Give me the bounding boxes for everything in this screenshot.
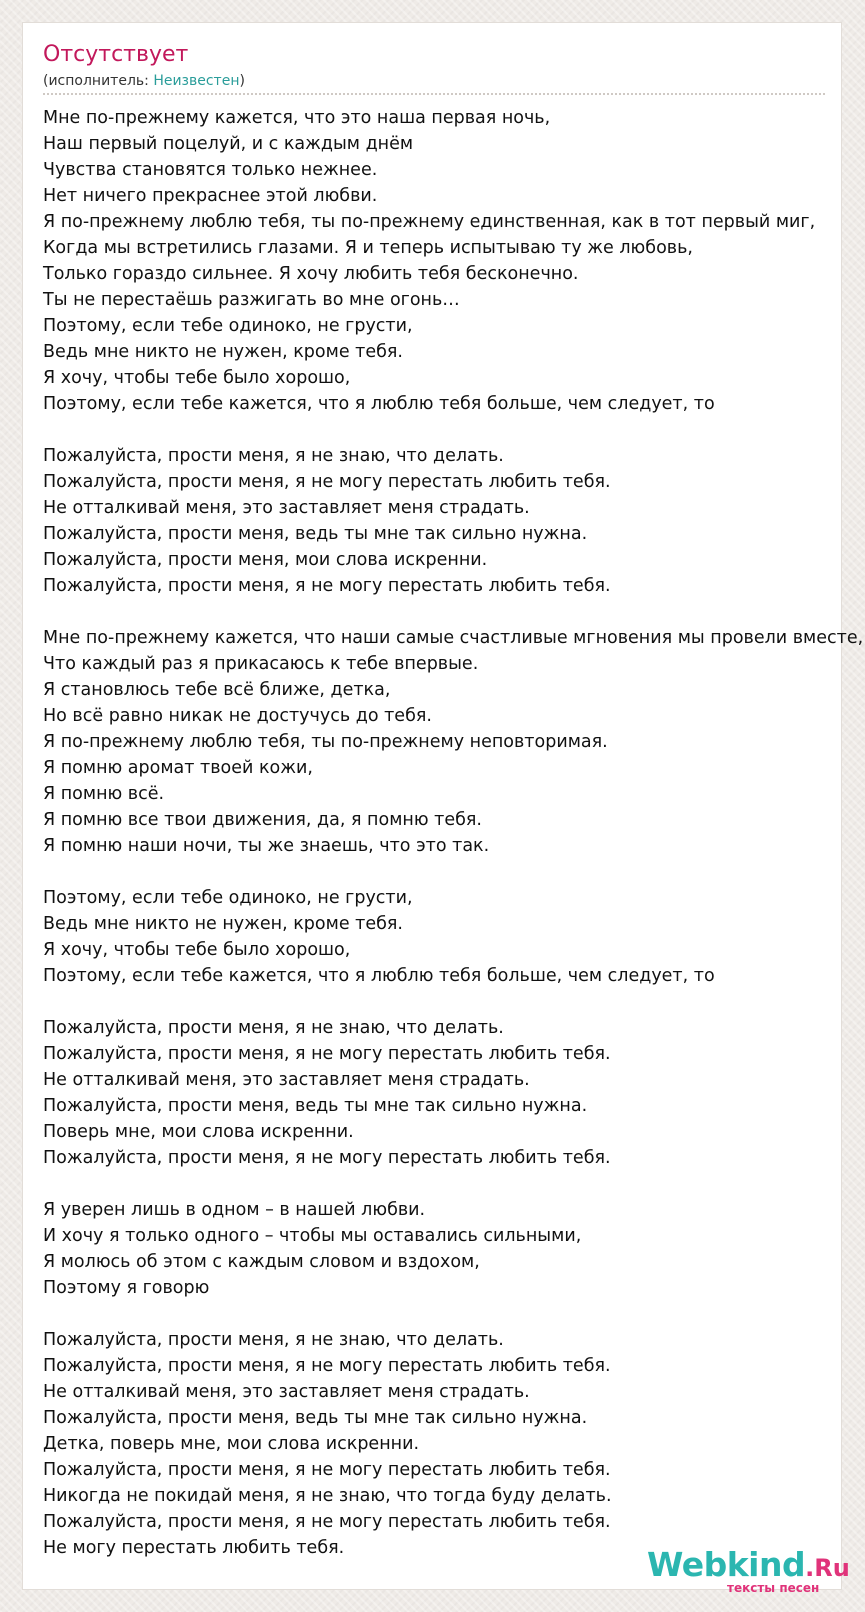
lyrics-line: Пожалуйста, прости меня, я не могу перестать любить тебя. [43, 1356, 611, 1376]
lyrics-line: Поэтому, если тебе одиноко, не грусти, [43, 888, 413, 908]
logo-subtitle: тексты песен [727, 1581, 820, 1595]
lyrics-line: Поверь мне, мои слова искренни. [43, 1122, 354, 1142]
lyrics-line: Что каждый раз я прикасаюсь к тебе впервые. [43, 654, 479, 674]
lyrics-line: Я помню все твои движения, да, я помню тебя. [43, 810, 482, 830]
lyrics-line: Не отталкивай меня, это заставляет меня страдать. [43, 1070, 530, 1090]
lyrics-stanza [43, 443, 865, 599]
lyrics-stanza [43, 1197, 865, 1301]
lyrics-text [43, 105, 865, 1561]
site-logo[interactable] [647, 1545, 850, 1596]
lyrics-line: Поэтому, если тебе кажется, что я люблю тебя больше, чем следует, то [43, 394, 715, 414]
lyrics-line: Но всё равно никак не достучусь до тебя. [43, 706, 432, 726]
lyrics-line: Пожалуйста, прости меня, я не знаю, что делать. [43, 1018, 504, 1038]
lyrics-line: Пожалуйста, прости меня, я не могу перестать любить тебя. [43, 1148, 611, 1168]
lyrics-line: Поэтому, если тебе одиноко, не грусти, [43, 316, 413, 336]
lyrics-line: Пожалуйста, прости меня, я не могу перестать любить тебя. [43, 1044, 611, 1064]
lyrics-stanza [43, 625, 865, 859]
lyrics-line: Когда мы встретились глазами. Я и теперь испытываю ту же любовь, [43, 238, 693, 258]
lyrics-line: Я по-прежнему люблю тебя, ты по-прежнему единственная, как в тот первый миг, [43, 212, 816, 232]
lyrics-line: Я помню наши ночи, ты же знаешь, что это так. [43, 836, 490, 856]
lyrics-line: Я становлюсь тебе всё ближе, детка, [43, 680, 391, 700]
lyrics-line: Чувства становятся только нежнее. [43, 160, 378, 180]
lyrics-line: Я помню всё. [43, 784, 165, 804]
lyrics-line: Поэтому, если тебе кажется, что я люблю тебя больше, чем следует, то [43, 966, 715, 986]
lyrics-line: Я уверен лишь в одном – в нашей любви. [43, 1200, 426, 1220]
lyrics-line: Пожалуйста, прости меня, я не могу перестать любить тебя. [43, 576, 611, 596]
logo-main-text: Webkind [647, 1545, 806, 1584]
lyrics-line: Ведь мне никто не нужен, кроме тебя. [43, 914, 403, 934]
lyrics-line: Не отталкивай меня, это заставляет меня страдать. [43, 498, 530, 518]
lyrics-line: Поэтому я говорю [43, 1278, 210, 1298]
lyrics-line: Пожалуйста, прости меня, я не могу перестать любить тебя. [43, 1512, 611, 1532]
lyrics-line: Я молюсь об этом с каждым словом и вздохом, [43, 1252, 480, 1272]
lyrics-line: Пожалуйста, прости меня, я не знаю, что делать. [43, 1330, 504, 1350]
lyrics-line: Никогда не покидай меня, я не знаю, что тогда буду делать. [43, 1486, 612, 1506]
lyrics-line: Я хочу, чтобы тебе было хорошо, [43, 940, 351, 960]
lyrics-line: Пожалуйста, прости меня, я не могу перестать любить тебя. [43, 472, 611, 492]
lyrics-stanza [43, 1015, 865, 1171]
lyrics-stanza [43, 105, 865, 417]
lyrics-line: Я помню аромат твоей кожи, [43, 758, 313, 778]
lyrics-line: Ведь мне никто не нужен, кроме тебя. [43, 342, 403, 362]
lyrics-line: Только гораздо сильнее. Я хочу любить тебя бесконечно. [43, 264, 579, 284]
lyrics-card [22, 22, 864, 1590]
lyrics-line: И хочу я только одного – чтобы мы оставались сильными, [43, 1226, 582, 1246]
artist-line [43, 72, 245, 90]
logo-domain-text: .Ru [805, 1554, 850, 1582]
lyrics-line: Пожалуйста, прости меня, ведь ты мне так сильно нужна. [43, 1096, 588, 1116]
lyrics-line: Мне по-прежнему кажется, что это наша первая ночь, [43, 108, 551, 128]
lyrics-line: Мне по-прежнему кажется, что наши самые счастливые мгновения мы провели вместе, [43, 628, 864, 648]
lyrics-line: Ты не перестаёшь разжигать во мне огонь… [43, 290, 460, 310]
artist-prefix: (исполнитель: [43, 73, 154, 89]
lyrics-line: Наш первый поцелуй, и с каждым днём [43, 134, 414, 154]
lyrics-line: Не отталкивай меня, это заставляет меня страдать. [43, 1382, 530, 1402]
lyrics-line: Я хочу, чтобы тебе было хорошо, [43, 368, 351, 388]
lyrics-line: Нет ничего прекраснее этой любви. [43, 186, 378, 206]
lyrics-line: Детка, поверь мне, мои слова искренни. [43, 1434, 420, 1454]
lyrics-stanza [43, 1327, 865, 1561]
title-divider [43, 93, 825, 95]
lyrics-line: Пожалуйста, прости меня, я не знаю, что делать. [43, 446, 504, 466]
lyrics-line: Пожалуйста, прости меня, ведь ты мне так сильно нужна. [43, 524, 588, 544]
song-title: Отсутствует [43, 42, 189, 67]
lyrics-line: Не могу перестать любить тебя. [43, 1538, 345, 1558]
lyrics-line: Пожалуйста, прости меня, я не могу перестать любить тебя. [43, 1460, 611, 1480]
lyrics-line: Пожалуйста, прости меня, мои слова искренни. [43, 550, 488, 570]
artist-link[interactable]: Неизвестен [153, 73, 240, 89]
artist-suffix: ) [239, 73, 245, 89]
lyrics-stanza [43, 885, 865, 989]
lyrics-line: Пожалуйста, прости меня, ведь ты мне так сильно нужна. [43, 1408, 588, 1428]
lyrics-line: Я по-прежнему люблю тебя, ты по-прежнему неповторимая. [43, 732, 608, 752]
